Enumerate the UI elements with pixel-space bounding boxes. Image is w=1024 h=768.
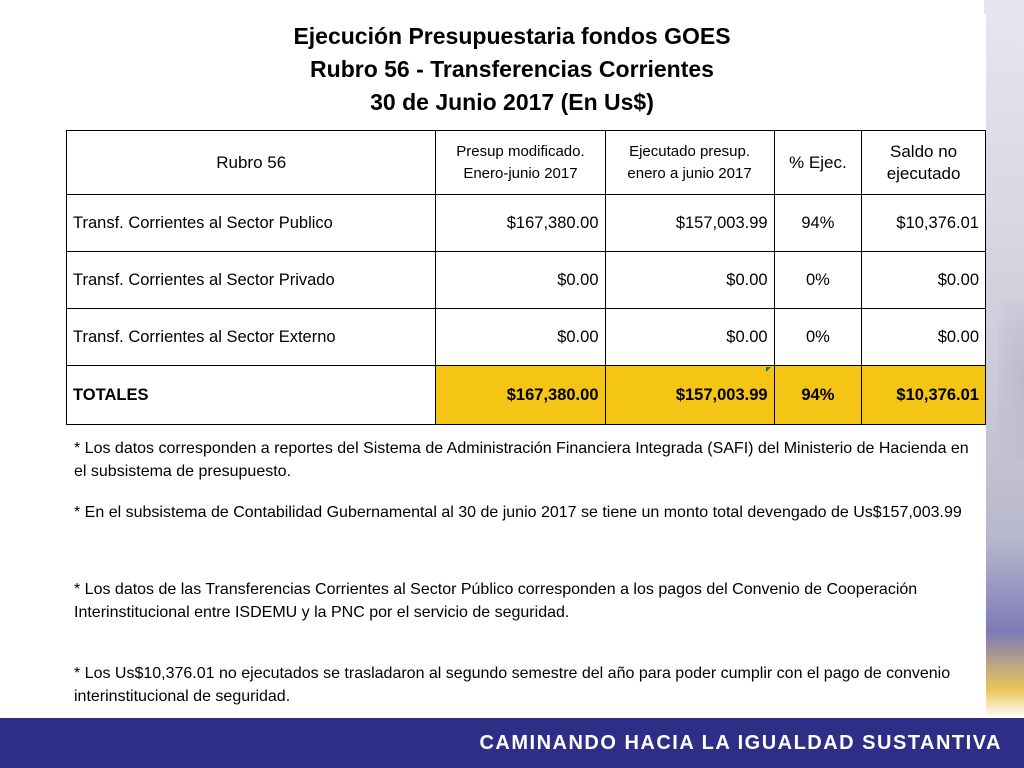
row-pct: 0% bbox=[774, 309, 862, 366]
header-saldo bbox=[862, 131, 986, 195]
header-presup-line2: Enero-junio 2017 bbox=[463, 164, 578, 182]
header-saldo-line2: ejecutado bbox=[886, 163, 961, 183]
header-presup bbox=[436, 131, 605, 195]
row-pct: 0% bbox=[774, 252, 862, 309]
row-name: Transf. Corrientes al Sector Publico bbox=[67, 195, 436, 252]
footer-slogan: CAMINANDO HACIA LA IGUALDAD SUSTANTIVA bbox=[479, 732, 1002, 754]
row-presup: $0.00 bbox=[436, 252, 605, 309]
totals-saldo: $10,376.01 bbox=[862, 366, 986, 425]
row-saldo: $0.00 bbox=[862, 309, 986, 366]
table-row bbox=[67, 252, 986, 309]
title-line-1: Ejecución Presupuestaria fondos GOES bbox=[293, 23, 731, 49]
table-row bbox=[67, 195, 986, 252]
row-name: Transf. Corrientes al Sector Externo bbox=[67, 309, 436, 366]
header-pct: % Ejec. bbox=[774, 131, 862, 195]
totals-presup: $167,380.00 bbox=[436, 366, 605, 425]
title-line-3: 30 de Junio 2017 (En Us$) bbox=[370, 89, 654, 115]
totals-label: TOTALES bbox=[67, 366, 436, 425]
totals-ejecutado: $157,003.99 bbox=[605, 366, 774, 425]
note-no-ejecutados: * Los Us$10,376.01 no ejecutados se trasladaron al segundo semestre del año para poder cumplir con el pago de convenio interinstitucional de seguridad. bbox=[74, 665, 951, 705]
header-rubro: Rubro 56 bbox=[67, 131, 436, 195]
row-pct: 94% bbox=[774, 195, 862, 252]
row-presup: $0.00 bbox=[436, 309, 605, 366]
row-presup: $167,380.00 bbox=[436, 195, 605, 252]
row-ejecutado: $157,003.99 bbox=[605, 195, 774, 252]
page-title bbox=[0, 20, 1024, 119]
note-convenio: * Los datos de las Transferencias Corrientes al Sector Público corresponden a los pagos del Convenio de Cooperación Interinstitucional entre ISDEMU y la PNC por el servicio de seguridad. bbox=[74, 581, 918, 621]
header-saldo-line1: Saldo no bbox=[890, 141, 958, 161]
cell-error-indicator-icon bbox=[766, 367, 771, 372]
totals-row bbox=[67, 366, 986, 425]
row-saldo: $10,376.01 bbox=[862, 195, 986, 252]
note-safi: * Los datos corresponden a reportes del Sistema de Administración Financiera Integrada (SAFI) del Ministerio de Hacienda en el subsistema de presupuesto. bbox=[74, 440, 969, 480]
note-contabilidad: * En el subsistema de Contabilidad Gubernamental al 30 de junio 2017 se tiene un monto total devengado de Us$157,003.99 bbox=[74, 504, 962, 521]
title-line-2: Rubro 56 - Transferencias Corrientes bbox=[310, 56, 714, 82]
row-name: Transf. Corrientes al Sector Privado bbox=[67, 252, 436, 309]
row-saldo: $0.00 bbox=[862, 252, 986, 309]
header-ejec-line2: enero a junio 2017 bbox=[627, 164, 752, 182]
header-ejecutado bbox=[605, 131, 774, 195]
header-presup-line1: Presup modificado. bbox=[456, 142, 585, 160]
totals-pct: 94% bbox=[774, 366, 862, 425]
table-row bbox=[67, 309, 986, 366]
row-ejecutado: $0.00 bbox=[605, 309, 774, 366]
row-ejecutado: $0.00 bbox=[605, 252, 774, 309]
budget-table bbox=[66, 130, 986, 425]
footer-bar bbox=[0, 718, 1024, 768]
header-ejec-line1: Ejecutado presup. bbox=[629, 142, 750, 160]
table-header-row bbox=[67, 131, 986, 195]
